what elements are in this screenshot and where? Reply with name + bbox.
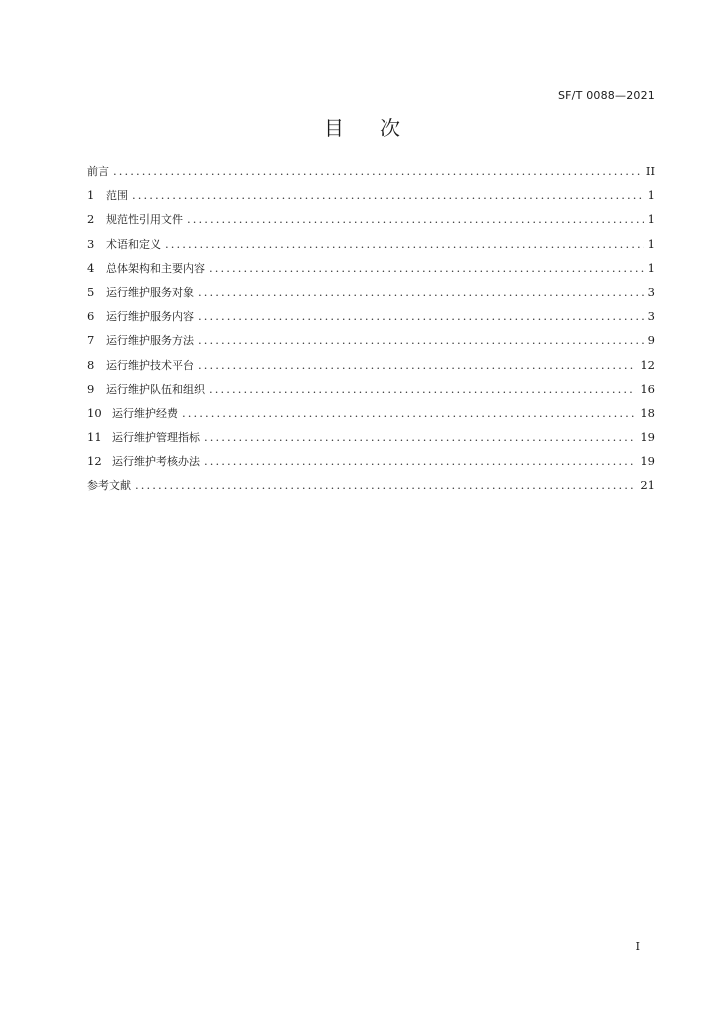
table-of-contents: [87, 163, 655, 502]
toc-entry-foreword[interactable]: [87, 163, 655, 187]
toc-entry-page: 1: [647, 236, 655, 251]
toc-entry-number: 6: [87, 309, 95, 324]
toc-entry-label: 运行维护服务内容: [106, 310, 194, 324]
toc-entry-1[interactable]: [87, 187, 655, 211]
toc-dot-leader: [198, 309, 644, 323]
toc-dot-leader: [113, 164, 642, 178]
toc-entry-number: 4: [87, 260, 95, 275]
toc-entry-page: 9: [647, 333, 655, 348]
toc-entry-number: 11: [87, 430, 102, 445]
toc-entry-label: 运行维护经费: [112, 406, 178, 420]
toc-title: 目次: [324, 116, 436, 140]
toc-dot-leader: [132, 188, 644, 202]
toc-entry-label: 术语和定义: [106, 237, 161, 251]
toc-entry-page: 19: [640, 430, 655, 445]
toc-dot-leader: [209, 261, 644, 275]
toc-entry-4[interactable]: [87, 260, 655, 284]
toc-dot-leader: [209, 382, 636, 396]
toc-entry-2[interactable]: [87, 211, 655, 235]
toc-entry-label: 参考文献: [87, 479, 131, 493]
toc-dot-leader: [204, 430, 636, 444]
toc-entry-page: II: [645, 164, 655, 178]
toc-entry-page: 1: [647, 260, 655, 275]
toc-dot-leader: [198, 285, 644, 299]
toc-entry-3[interactable]: [87, 236, 655, 260]
toc-entry-number: 9: [87, 381, 95, 396]
toc-entry-page: 21: [640, 478, 655, 493]
toc-entry-page: 1: [647, 212, 655, 227]
toc-dot-leader: [198, 333, 644, 347]
toc-entry-12[interactable]: [87, 453, 655, 477]
toc-entry-number: 3: [87, 236, 95, 251]
toc-entry-label: 运行维护考核办法: [112, 455, 200, 469]
toc-entry-6[interactable]: [87, 308, 655, 332]
toc-entry-label: 运行维护队伍和组织: [106, 382, 205, 396]
toc-entry-label: 运行维护服务对象: [106, 285, 194, 299]
toc-entry-number: 12: [87, 454, 102, 469]
document-code: SF/T 0088—2021: [557, 89, 655, 102]
toc-entry-number: 5: [87, 284, 95, 299]
toc-entry-label: 总体架构和主要内容: [106, 261, 205, 275]
toc-entry-page: 3: [647, 284, 655, 299]
toc-entry-5[interactable]: [87, 284, 655, 308]
toc-entry-label: 运行维护管理指标: [112, 431, 200, 445]
toc-dot-leader: [187, 212, 644, 226]
toc-entry-page: 19: [640, 454, 655, 469]
toc-entry-10[interactable]: [87, 405, 655, 429]
toc-dot-leader: [204, 454, 636, 468]
toc-entry-bibliography[interactable]: [87, 477, 655, 501]
toc-entry-7[interactable]: [87, 332, 655, 356]
toc-entry-number: 1: [87, 188, 95, 203]
toc-entry-page: 1: [647, 188, 655, 203]
toc-entry-number: 7: [87, 333, 95, 348]
toc-entry-number: 10: [87, 405, 102, 420]
toc-dot-leader: [182, 406, 636, 420]
toc-entry-number: 8: [87, 357, 95, 372]
toc-dot-leader: [135, 478, 636, 492]
toc-entry-page: 16: [640, 381, 655, 396]
toc-entry-label: 前言: [87, 165, 109, 178]
toc-entry-9[interactable]: [87, 381, 655, 405]
toc-entry-label: 范围: [106, 189, 128, 203]
toc-entry-label: 规范性引用文件: [106, 213, 183, 227]
toc-entry-11[interactable]: [87, 429, 655, 453]
toc-entry-number: 2: [87, 212, 95, 227]
page-number: I: [635, 940, 640, 953]
toc-dot-leader: [198, 358, 636, 372]
toc-entry-label: 运行维护服务方法: [106, 334, 194, 348]
toc-entry-page: 12: [640, 357, 655, 372]
toc-entry-page: 3: [647, 309, 655, 324]
toc-entry-page: 18: [640, 405, 655, 420]
toc-entry-8[interactable]: [87, 357, 655, 381]
toc-entry-label: 运行维护技术平台: [106, 358, 194, 372]
toc-dot-leader: [165, 237, 644, 251]
